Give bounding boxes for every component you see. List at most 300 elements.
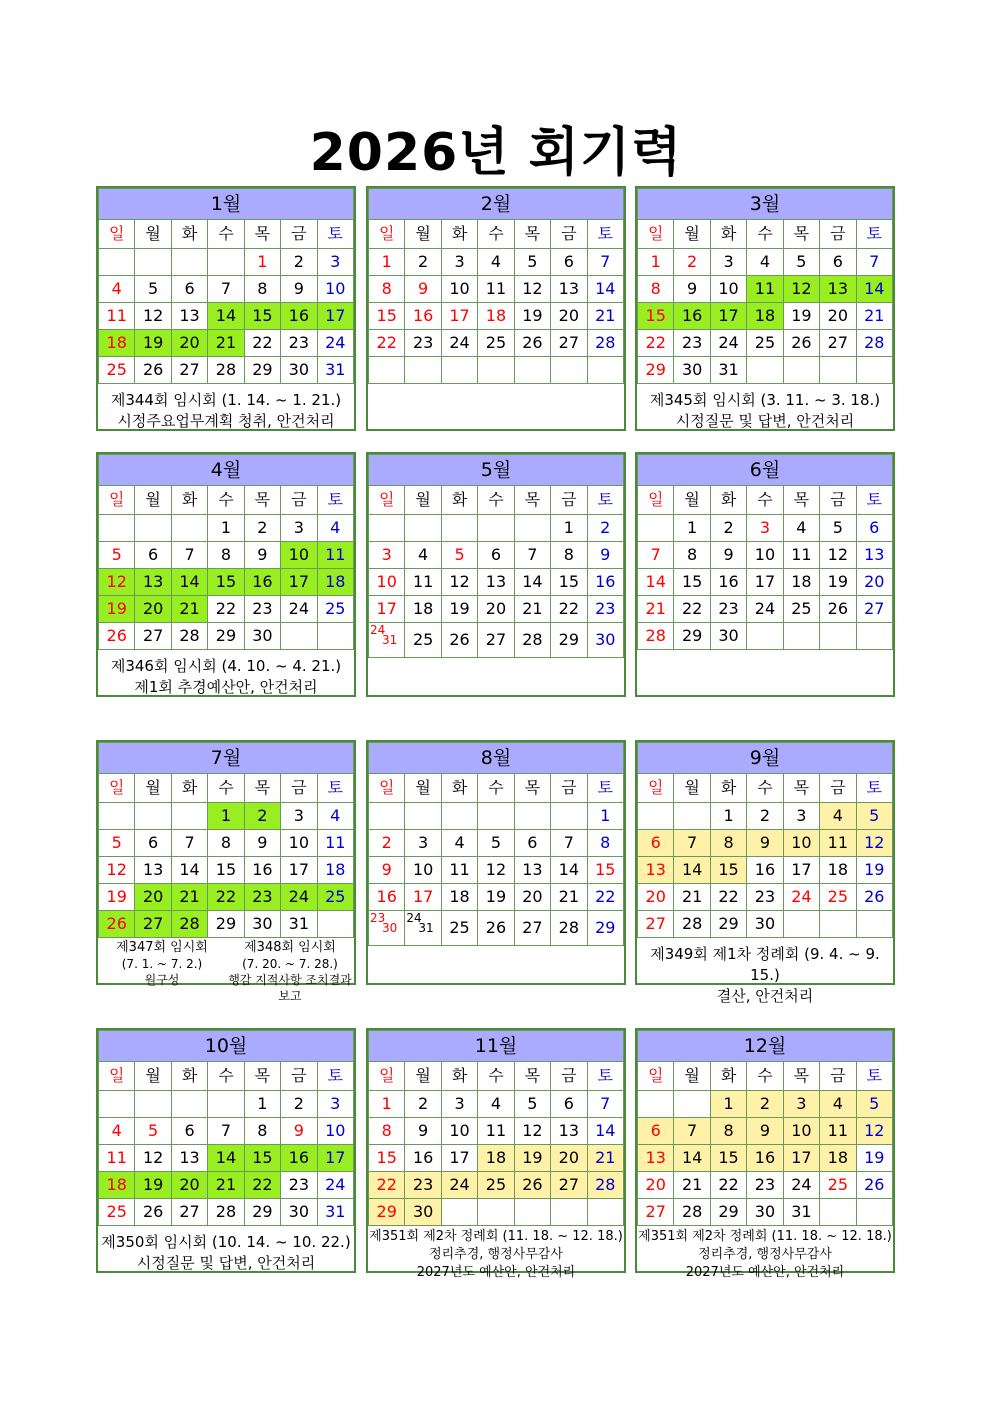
day-cell: 5 — [856, 1091, 892, 1118]
weekday-header: 목 — [244, 220, 280, 249]
session-note: 제344회 임시회 (1. 14. ~ 1. 21.) 시정주요업무계획 청취, 안건처리 — [110, 391, 342, 430]
weekday-header: 일 — [638, 774, 674, 803]
day-cell: 9 — [747, 1118, 783, 1145]
weekday-header: 목 — [244, 1062, 280, 1091]
day-cell: 17 — [747, 569, 783, 596]
day-cell: 20 — [514, 884, 550, 911]
day-cell: 6 — [551, 1091, 587, 1118]
day-cell: 6 — [551, 249, 587, 276]
day-cell: 3 — [281, 515, 317, 542]
day-cell: 31 — [317, 1199, 353, 1226]
day-cell: 24 — [747, 596, 783, 623]
day-cell — [405, 515, 441, 542]
day-cell: 1 — [208, 803, 244, 830]
day-cell: 2 — [747, 1091, 783, 1118]
day-cell: 29 — [208, 623, 244, 650]
day-cell: 5 — [135, 1118, 171, 1145]
day-cell: 21 — [587, 303, 623, 330]
day-cell: 20 — [551, 1145, 587, 1172]
day-cell: 15 — [244, 1145, 280, 1172]
day-cell: 7 — [551, 830, 587, 857]
month-title: 6월 — [638, 455, 893, 486]
day-cell: 13 — [135, 569, 171, 596]
weekday-header: 토 — [317, 220, 353, 249]
day-cell: 8 — [208, 542, 244, 569]
day-cell: 26 — [783, 330, 819, 357]
month-3 — [635, 186, 895, 431]
day-cell: 28 — [208, 1199, 244, 1226]
day-cell — [638, 515, 674, 542]
day-cell: 24 — [783, 884, 819, 911]
day-cell: 17 — [710, 303, 746, 330]
day-cell: 25 — [99, 357, 135, 384]
day-cell — [478, 1199, 514, 1226]
day-cell: 10 — [441, 1118, 477, 1145]
day-cell: 17 — [783, 1145, 819, 1172]
day-cell — [856, 1199, 892, 1226]
month-table — [368, 742, 624, 946]
session-note: 제349회 제1차 정례회 (9. 4. ~ 9. 15.) 결산, 안건처리 — [650, 945, 880, 1005]
day-cell — [208, 1091, 244, 1118]
month-table — [98, 742, 354, 938]
day-cell — [135, 1091, 171, 1118]
day-cell: 3 — [441, 1091, 477, 1118]
day-cell: 25 — [317, 884, 353, 911]
day-cell — [638, 1091, 674, 1118]
day-cell: 1 — [710, 1091, 746, 1118]
day-cell: 15 — [674, 569, 710, 596]
session-note: 제347회 임시회 (7. 1. ~ 7. 2.) 원구성 제348회 임시회 (7. 20. ~ 7. 28.) 행감 지적사항 조치결과 보고 — [116, 940, 352, 1003]
month-table — [368, 1030, 624, 1226]
day-cell: 4 — [99, 1118, 135, 1145]
day-cell: 23 — [587, 596, 623, 623]
day-cell: 4 — [783, 515, 819, 542]
month-table — [98, 1030, 354, 1226]
month-2 — [366, 186, 626, 431]
day-cell: 30 — [587, 623, 623, 658]
day-cell: 22 — [587, 884, 623, 911]
day-cell: 7 — [638, 542, 674, 569]
day-cell: 19 — [856, 1145, 892, 1172]
day-cell: 22 — [710, 1172, 746, 1199]
day-cell: 25 — [441, 911, 477, 946]
day-cell: 17 — [441, 1145, 477, 1172]
day-cell: 25 — [478, 330, 514, 357]
day-cell: 26 — [514, 1172, 550, 1199]
day-cell: 15 — [551, 569, 587, 596]
session-note — [368, 658, 624, 664]
weekday-header: 화 — [171, 220, 207, 249]
day-cell: 22 — [208, 596, 244, 623]
month-8 — [366, 740, 626, 985]
day-cell: 19 — [514, 1145, 550, 1172]
weekday-header: 일 — [99, 486, 135, 515]
day-cell: 1 — [674, 515, 710, 542]
day-cell: 16 — [747, 857, 783, 884]
day-cell — [208, 249, 244, 276]
day-cell: 16 — [747, 1145, 783, 1172]
day-cell: 19 — [135, 330, 171, 357]
day-cell: 27 — [135, 911, 171, 938]
day-cell: 1 — [244, 249, 280, 276]
day-cell: 23 30 — [369, 911, 405, 946]
day-cell — [820, 623, 856, 650]
day-cell: 4 — [317, 803, 353, 830]
weekday-header: 수 — [747, 486, 783, 515]
day-cell: 24 31 — [405, 911, 441, 946]
day-cell — [405, 357, 441, 384]
weekday-header: 화 — [710, 220, 746, 249]
month-table — [637, 742, 893, 938]
month-title: 11월 — [369, 1031, 624, 1062]
day-cell: 17 — [405, 884, 441, 911]
weekday-header: 수 — [478, 220, 514, 249]
day-cell: 14 — [208, 1145, 244, 1172]
day-cell: 7 — [514, 542, 550, 569]
day-cell: 17 — [317, 303, 353, 330]
month-10 — [96, 1028, 356, 1273]
day-cell: 28 — [638, 623, 674, 650]
day-cell: 8 — [244, 1118, 280, 1145]
day-cell: 15 — [710, 857, 746, 884]
day-cell: 29 — [244, 1199, 280, 1226]
weekday-header: 월 — [405, 220, 441, 249]
day-cell: 27 — [478, 623, 514, 658]
day-cell: 18 — [820, 1145, 856, 1172]
day-cell: 13 — [514, 857, 550, 884]
day-cell: 29 — [710, 911, 746, 938]
weekday-header: 화 — [441, 220, 477, 249]
day-cell: 6 — [478, 542, 514, 569]
weekday-header: 목 — [783, 486, 819, 515]
day-cell: 2 — [281, 249, 317, 276]
day-cell: 28 — [856, 330, 892, 357]
day-cell: 11 — [783, 542, 819, 569]
day-cell — [514, 1199, 550, 1226]
day-cell: 9 — [244, 542, 280, 569]
day-cell: 9 — [281, 1118, 317, 1145]
day-cell: 6 — [856, 515, 892, 542]
weekday-header: 수 — [208, 774, 244, 803]
day-cell: 3 — [317, 1091, 353, 1118]
day-cell — [856, 623, 892, 650]
weekday-header: 월 — [135, 220, 171, 249]
day-cell: 5 — [514, 249, 550, 276]
day-cell: 26 — [820, 596, 856, 623]
month-5 — [366, 452, 626, 697]
weekday-header: 목 — [244, 486, 280, 515]
day-cell: 5 — [441, 542, 477, 569]
day-cell — [551, 1199, 587, 1226]
day-cell: 27 — [171, 1199, 207, 1226]
day-cell: 19 — [856, 857, 892, 884]
day-cell: 22 — [710, 884, 746, 911]
day-cell: 21 — [171, 884, 207, 911]
day-cell: 13 — [551, 276, 587, 303]
weekday-header: 월 — [674, 220, 710, 249]
day-cell: 9 — [587, 542, 623, 569]
day-cell: 26 — [99, 911, 135, 938]
day-cell: 8 — [369, 1118, 405, 1145]
day-cell: 19 — [99, 596, 135, 623]
weekday-header: 월 — [405, 486, 441, 515]
day-cell: 17 — [281, 569, 317, 596]
day-cell: 8 — [710, 1118, 746, 1145]
day-cell — [478, 803, 514, 830]
session-note: 제350회 임시회 (10. 14. ~ 10. 22.) 시정질문 및 답변, 안건처리 — [101, 1233, 351, 1272]
session-note: 제345회 임시회 (3. 11. ~ 3. 18.) 시정질문 및 답변, 안건처리 — [649, 391, 881, 430]
day-cell: 21 — [856, 303, 892, 330]
weekday-header: 목 — [244, 774, 280, 803]
day-cell: 8 — [551, 542, 587, 569]
day-cell: 19 — [820, 569, 856, 596]
weekday-header: 월 — [135, 774, 171, 803]
month-title: 4월 — [99, 455, 354, 486]
weekday-header: 일 — [369, 220, 405, 249]
day-cell: 14 — [514, 569, 550, 596]
day-cell: 28 — [587, 1172, 623, 1199]
day-cell: 12 — [478, 857, 514, 884]
day-cell: 13 — [171, 1145, 207, 1172]
day-cell — [514, 357, 550, 384]
day-cell: 7 — [674, 830, 710, 857]
day-cell: 28 — [514, 623, 550, 658]
day-cell: 17 — [317, 1145, 353, 1172]
day-cell: 10 — [783, 1118, 819, 1145]
day-cell: 31 — [317, 357, 353, 384]
day-cell: 4 — [747, 249, 783, 276]
weekday-header: 금 — [551, 486, 587, 515]
day-cell — [405, 803, 441, 830]
weekday-header: 일 — [99, 1062, 135, 1091]
day-cell — [551, 357, 587, 384]
weekday-header: 수 — [747, 220, 783, 249]
day-cell: 3 — [710, 249, 746, 276]
day-cell: 21 — [674, 884, 710, 911]
day-cell: 23 — [405, 330, 441, 357]
day-cell: 20 — [820, 303, 856, 330]
day-cell: 7 — [674, 1118, 710, 1145]
day-cell: 3 — [747, 515, 783, 542]
day-cell: 8 — [638, 276, 674, 303]
day-cell: 21 — [208, 1172, 244, 1199]
day-cell — [441, 357, 477, 384]
weekday-header: 금 — [281, 1062, 317, 1091]
day-cell: 30 — [281, 1199, 317, 1226]
day-cell — [747, 623, 783, 650]
day-cell: 21 — [638, 596, 674, 623]
day-cell: 23 — [674, 330, 710, 357]
day-cell: 29 — [587, 911, 623, 946]
day-cell: 13 — [478, 569, 514, 596]
day-cell: 8 — [710, 830, 746, 857]
month-11 — [366, 1028, 626, 1280]
day-cell: 4 — [478, 1091, 514, 1118]
day-cell: 6 — [135, 542, 171, 569]
day-cell: 29 — [638, 357, 674, 384]
month-title: 1월 — [99, 189, 354, 220]
weekday-header: 금 — [551, 1062, 587, 1091]
day-cell: 29 — [710, 1199, 746, 1226]
day-cell: 4 — [820, 1091, 856, 1118]
month-table — [368, 454, 624, 658]
day-cell — [135, 803, 171, 830]
day-cell: 15 — [208, 857, 244, 884]
day-cell: 27 — [514, 911, 550, 946]
day-cell — [171, 803, 207, 830]
day-cell: 23 — [710, 596, 746, 623]
weekday-header: 일 — [369, 486, 405, 515]
day-cell: 16 — [281, 303, 317, 330]
weekday-header: 월 — [674, 486, 710, 515]
weekday-header: 수 — [478, 774, 514, 803]
weekday-header: 화 — [171, 1062, 207, 1091]
day-cell: 17 — [281, 857, 317, 884]
day-cell: 12 — [856, 830, 892, 857]
day-cell — [820, 911, 856, 938]
month-7 — [96, 740, 356, 1003]
month-table — [637, 188, 893, 384]
day-cell: 9 — [710, 542, 746, 569]
day-cell: 11 — [317, 542, 353, 569]
day-cell: 7 — [856, 249, 892, 276]
weekday-header: 수 — [208, 220, 244, 249]
day-cell: 18 — [478, 1145, 514, 1172]
day-cell: 9 — [405, 1118, 441, 1145]
day-cell: 19 — [135, 1172, 171, 1199]
day-cell: 13 — [820, 276, 856, 303]
day-cell: 21 — [514, 596, 550, 623]
day-cell: 5 — [135, 276, 171, 303]
day-cell: 2 — [710, 515, 746, 542]
day-cell: 26 — [135, 1199, 171, 1226]
weekday-header: 수 — [478, 486, 514, 515]
day-cell: 10 — [317, 1118, 353, 1145]
day-cell: 18 — [747, 303, 783, 330]
day-cell: 16 — [244, 857, 280, 884]
day-cell: 10 — [710, 276, 746, 303]
day-cell: 28 — [171, 911, 207, 938]
day-cell: 26 — [856, 1172, 892, 1199]
weekday-header: 금 — [281, 220, 317, 249]
day-cell: 9 — [369, 857, 405, 884]
day-cell: 5 — [820, 515, 856, 542]
day-cell: 11 — [820, 830, 856, 857]
day-cell — [820, 357, 856, 384]
session-note: 제351회 제2차 정례회 (11. 18. ~ 12. 18.) 정리추경, 행정사무감사 2027년도 예산안, 안건처리 — [638, 1229, 892, 1280]
day-cell: 10 — [783, 830, 819, 857]
day-cell: 2 — [405, 1091, 441, 1118]
page-title: 2026년 회기력 — [309, 123, 683, 183]
day-cell: 30 — [281, 357, 317, 384]
day-cell: 14 — [587, 1118, 623, 1145]
day-cell: 15 — [710, 1145, 746, 1172]
month-title: 10월 — [99, 1031, 354, 1062]
month-title: 5월 — [369, 455, 624, 486]
day-cell: 31 — [783, 1199, 819, 1226]
day-cell: 28 — [208, 357, 244, 384]
day-cell — [99, 1091, 135, 1118]
day-cell: 19 — [441, 596, 477, 623]
day-cell: 16 — [244, 569, 280, 596]
day-cell: 26 — [441, 623, 477, 658]
day-cell: 7 — [587, 1091, 623, 1118]
session-note: 제346회 임시회 (4. 10. ~ 4. 21.) 제1회 추경예산안, 안건처리 — [110, 657, 342, 696]
day-cell: 30 — [710, 623, 746, 650]
weekday-header: 토 — [856, 220, 892, 249]
day-cell: 5 — [99, 830, 135, 857]
day-cell: 29 — [208, 911, 244, 938]
day-cell: 15 — [638, 303, 674, 330]
day-cell — [551, 803, 587, 830]
day-cell: 24 — [317, 1172, 353, 1199]
month-1 — [96, 186, 356, 431]
weekday-header: 금 — [820, 1062, 856, 1091]
day-cell: 20 — [638, 884, 674, 911]
day-cell: 12 — [441, 569, 477, 596]
day-cell: 3 — [783, 803, 819, 830]
weekday-header: 수 — [747, 1062, 783, 1091]
day-cell — [747, 357, 783, 384]
day-cell: 22 — [674, 596, 710, 623]
weekday-header: 목 — [514, 486, 550, 515]
day-cell: 14 — [171, 857, 207, 884]
day-cell: 6 — [638, 1118, 674, 1145]
day-cell — [135, 515, 171, 542]
day-cell: 9 — [674, 276, 710, 303]
day-cell — [783, 357, 819, 384]
day-cell: 24 — [441, 1172, 477, 1199]
weekday-header: 토 — [587, 486, 623, 515]
day-cell: 4 — [441, 830, 477, 857]
day-cell: 8 — [587, 830, 623, 857]
day-cell: 4 — [99, 276, 135, 303]
day-cell: 28 — [674, 1199, 710, 1226]
day-cell: 5 — [783, 249, 819, 276]
day-cell: 5 — [99, 542, 135, 569]
day-cell: 27 — [551, 1172, 587, 1199]
day-cell: 19 — [783, 303, 819, 330]
day-cell: 29 — [674, 623, 710, 650]
day-cell: 27 — [820, 330, 856, 357]
day-cell: 2 — [587, 515, 623, 542]
day-cell: 26 — [478, 911, 514, 946]
month-table — [637, 1030, 893, 1226]
weekday-header: 일 — [99, 220, 135, 249]
day-cell: 15 — [369, 1145, 405, 1172]
weekday-header: 목 — [783, 774, 819, 803]
day-cell: 20 — [856, 569, 892, 596]
day-cell — [171, 515, 207, 542]
day-cell: 24 — [783, 1172, 819, 1199]
day-cell: 19 — [478, 884, 514, 911]
day-cell: 23 — [281, 330, 317, 357]
day-cell: 21 — [551, 884, 587, 911]
day-cell — [587, 1199, 623, 1226]
day-cell: 11 — [317, 830, 353, 857]
day-cell: 18 — [317, 569, 353, 596]
day-cell — [171, 249, 207, 276]
day-cell: 4 — [478, 249, 514, 276]
day-cell: 12 — [135, 303, 171, 330]
day-cell: 1 — [710, 803, 746, 830]
weekday-header: 화 — [710, 774, 746, 803]
day-cell: 7 — [171, 542, 207, 569]
day-cell: 11 — [478, 1118, 514, 1145]
day-cell: 24 — [281, 884, 317, 911]
day-cell: 25 — [478, 1172, 514, 1199]
day-cell: 7 — [587, 249, 623, 276]
